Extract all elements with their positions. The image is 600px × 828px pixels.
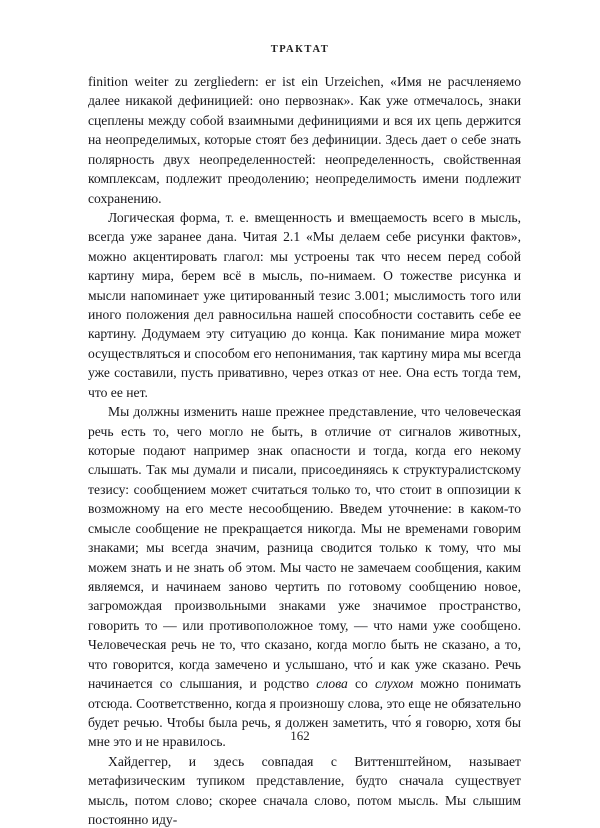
emphasis-word: слухом — [374, 676, 414, 692]
text-run: Мы должны изменить наше прежнее представление, что человеческая речь есть то, чего могло не быть, в отличие от сигналов животных, которые подают например знак опасности и тогда, когда его некому слышать. Так мы думали и писали, присоединяясь к структуралистскому тезису: сообщением может считаться только то, что стоит в оппозиции к возможному на его месте несообщению. Введем уточнение: в каком-то смысле сообщение не прекращается никогда. Мы не временами говорим знаками; мы всегда значим, разница сводится только к тому, что мы можем знать и не знать об этом. Мы часто не замечаем сообщения, каким являемся, и начинаем заново чертить по готовому сообщению новое, загромождая произвольными знаками уже значимое пространство, говорить то — или противоположное тому, — что нами уже сообщено. Человеческая речь не то, что сказано, когда могло быть не сказано, а то, что говорится, когда замечено и услышано, что́ и как уже сказано. Речь начинается со слышания, и родство — [88, 404, 521, 692]
page-number: 162 — [290, 728, 310, 743]
running-head: ТРАКТАТ — [270, 44, 330, 55]
paragraph-1: finition weiter zu zergliedern: er ist ein Urzeichen, «Имя не расчленяемо далее никакой дефиницией: оно первознак». Как уже отмечалось, знаки сцеплены между собой взаимными дефинициями и вся их цепь держится на неопределимых, которые стоят без дефиниции. Здесь дает о себе знать полярность двух неопределенностей: неопределенность, свойственная комплексам, подлежит преодолению; неопределимость имени подлежит сохранению. — [88, 74, 521, 206]
paragraph-2: Логическая форма, т. е. вмещенность и вмещаемость всего в мысль, всегда уже заранее дана. Читая 2.1 «Мы делаем себе рисунки фактов», можно акцентировать глагол: мы устроены так что несем перед собой картину мира, берем всё в мысль, по-нимаем. О тожестве рисунка и мысли напоминает уже цитированный тезис 3.001; мыслимость того или иного положения дел равносильна нашей способности составить себе ее картину. Додумаем эту ситуацию до конца. Как понимание мира может осуществляться и способом его непонимания, так картину мира мы всегда уже составили, пусть привативно, через отказ от нее. Она есть тогда тем, что ее нет. — [88, 209, 521, 400]
paragraph-3 — [88, 402, 521, 752]
text-run: со — [347, 676, 375, 692]
text-run: можно понимать отсюда. Соответственно, когда я произношу слова, это еще не обязательно будет речью. Чтобы была речь, я должен заметить, что́ я говорю, хотя бы мне это и не нравилось. — [88, 676, 521, 750]
body-text-block — [88, 72, 521, 828]
emphasis-word: слова — [316, 676, 348, 692]
paragraph-4: Хайдеггер, и здесь совпадая с Виттенштейном, называет метафизическим тупиком представление, будто сначала существует мысль, потом слово; скорее сначала слово, потом мысль. Мы слышим постоянно иду- — [88, 753, 521, 828]
